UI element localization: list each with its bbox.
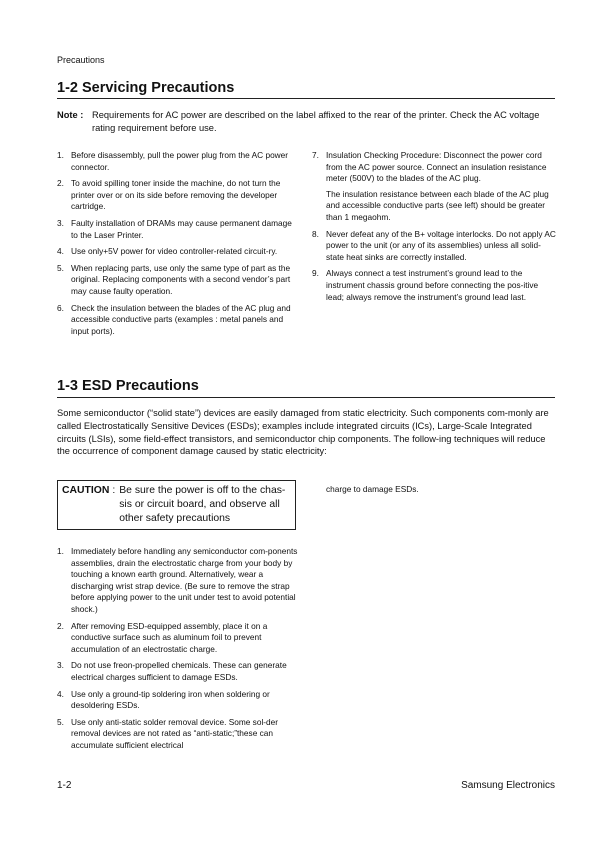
servicing-title-rule	[57, 98, 555, 99]
list-item: 5. Use only anti-static solder removal device. Some sol-der removal devices are not rated as “anti-static;”these can accumulate sufficient electrical	[57, 716, 279, 750]
esd-intro-paragraph: Some semiconductor (“solid state”) devices are easily damaged from static electricity. Such components com-monly are called Electrostatically Sensitive Devices (ESDs); examples include integrated circuits (ICs), Large-Scale Integrated circuits (LSIs), some field-effect transistors, and semiconductor chip components. The follow-ing techniques will reduce the occurrence of component damage caused by static electricity:	[57, 408, 549, 457]
list-item: 8. Never defeat any of the B+ voltage interlocks. Do not apply AC power to the unit (or any of its assemblies) unless all solid-state heat sinks are correctly installed.	[312, 228, 556, 262]
list-item: 4. Use only+5V power for video controller-related circuit-ry.	[57, 246, 278, 257]
caution-separator: :	[112, 485, 116, 496]
esd-continuation-text: charge to damage ESDs.	[326, 484, 419, 494]
page-header-label: Precautions	[57, 55, 105, 65]
list-item: 3. Faulty installation of DRAMs may cause permanent damage to the Laser Printer.	[57, 217, 292, 240]
list-item: 1. Before disassembly, pull the power plug from the AC power connector.	[57, 150, 289, 172]
list-item: 9. Always connect a test instrument’s ground lead to the instrument chassis ground before connecting the pos-itive lead; always remove the instrument’s ground lead last.	[312, 268, 539, 302]
caution-box	[57, 480, 296, 530]
servicing-section-title: 1-2 Servicing Precautions	[57, 80, 235, 96]
note-text: Requirements for AC power are described on the label affixed to the rear of the printer. Check the AC voltage rating requirement before use.	[92, 110, 540, 133]
caution-label: CAUTION	[62, 485, 110, 496]
servicing-note	[57, 109, 555, 135]
footer-page-number: 1-2	[57, 780, 72, 791]
list-item: 6. Check the insulation between the blades of the AC plug and accessible conductive parts (examples : metal panels and input ports).	[57, 302, 291, 336]
list-item: 2. After removing ESD-equipped assembly, place it on a conductive surface such as aluminum foil to prevent accumulation of an electrostatic charge.	[57, 620, 268, 654]
list-item: 3. Do not use freon-propelled chemicals. These can generate electrical charges sufficient to damage ESDs.	[57, 660, 287, 682]
servicing-list-right	[312, 150, 556, 308]
list-item: 5. When replacing parts, use only the same type of part as the original. Replacing components with a second vendor’s part may cause faulty operation.	[57, 262, 291, 296]
list-item: 7. Insulation Checking Procedure: Disconnect the power cord from the AC power source. Connect an insulation resistance meter (500V) to the blades of the AC plug. The insulation resistance between each blade of the AC plug and accessible conductive parts (see left) should be greater than 1 megaohm.	[312, 150, 556, 224]
list-item: 1. Immediately before handling any semiconductor com-ponents assemblies, drain the electrostatic charge from your body by touching a known earth ground. Alternatively, wear a discharging wrist strap device. (Be sure to remove the strap before applying power to the unit under test to avoid potential shock.)	[57, 546, 298, 614]
servicing-list-left	[57, 150, 300, 342]
caution-text: Be sure the power is off to the chas-sis or circuit board, and observe all other safety precautions	[119, 485, 286, 524]
footer-company: Samsung Electronics	[461, 780, 555, 791]
list-item: 2. To avoid spilling toner inside the machine, do not turn the printer over or on its side before removing the developer cartridge.	[57, 178, 281, 212]
list-item: 4. Use only a ground-tip soldering iron when soldering or desoldering ESDs.	[57, 688, 270, 711]
note-label: Note :	[57, 110, 84, 120]
esd-list	[57, 546, 300, 757]
list-item-subtext: The insulation resistance between each blade of the AC plug and accessible conductive parts (see left) should be greater than 1 megaohm.	[326, 188, 549, 222]
esd-title-rule	[57, 397, 555, 398]
esd-section-title: 1-3 ESD Precautions	[57, 378, 199, 394]
